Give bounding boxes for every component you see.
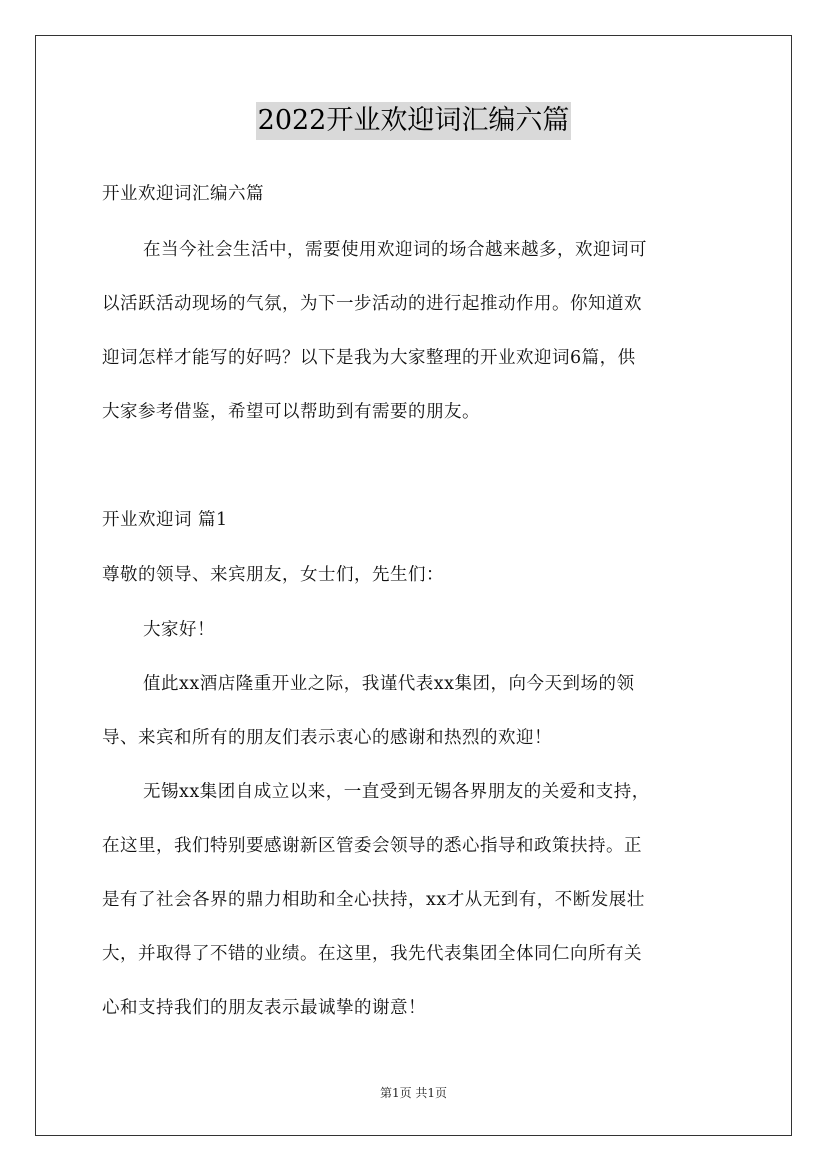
para2-line-3: 是有了社会各界的鼎力相助和全心扶持，xx才从无到有，不断发展壮 (102, 890, 645, 910)
subtitle: 开业欢迎词汇编六篇 (102, 184, 264, 204)
intro-line-4: 大家参考借鉴，希望可以帮助到有需要的朋友。 (102, 402, 480, 422)
intro-line-3: 迎词怎样才能写的好吗？以下是我为大家整理的开业欢迎词6篇，供 (102, 348, 636, 368)
para1-line-1: 值此xx酒店隆重开业之际，我谨代表xx集团，向今天到场的领 (143, 674, 635, 694)
para2-line-2: 在这里，我们特别要感谢新区管委会领导的悉心指导和政策扶持。正 (102, 836, 642, 856)
title-container (0, 102, 827, 140)
section-heading: 开业欢迎词 篇1 (102, 510, 228, 530)
para2-line-4: 大，并取得了不错的业绩。在这里，我先代表集团全体同仁向所有关 (102, 944, 642, 964)
document-title: 2022开业欢迎词汇编六篇 (256, 102, 572, 140)
para2-line-5: 心和支持我们的朋友表示最诚挚的谢意！ (102, 998, 426, 1018)
salutation: 尊敬的领导、来宾朋友，女士们，先生们： (102, 565, 444, 585)
page-footer: 第1页 共1页 (379, 1086, 448, 1100)
para2-line-1: 无锡xx集团自成立以来，一直受到无锡各界朋友的关爱和支持， (143, 782, 650, 802)
intro-line-1: 在当今社会生活中，需要使用欢迎词的场合越来越多，欢迎词可 (143, 240, 647, 260)
intro-line-2: 以活跃活动现场的气氛，为下一步活动的进行起推动作用。你知道欢 (102, 294, 642, 314)
para1-line-2: 导、来宾和所有的朋友们表示衷心的感谢和热烈的欢迎！ (102, 728, 552, 748)
greeting: 大家好！ (143, 620, 215, 640)
